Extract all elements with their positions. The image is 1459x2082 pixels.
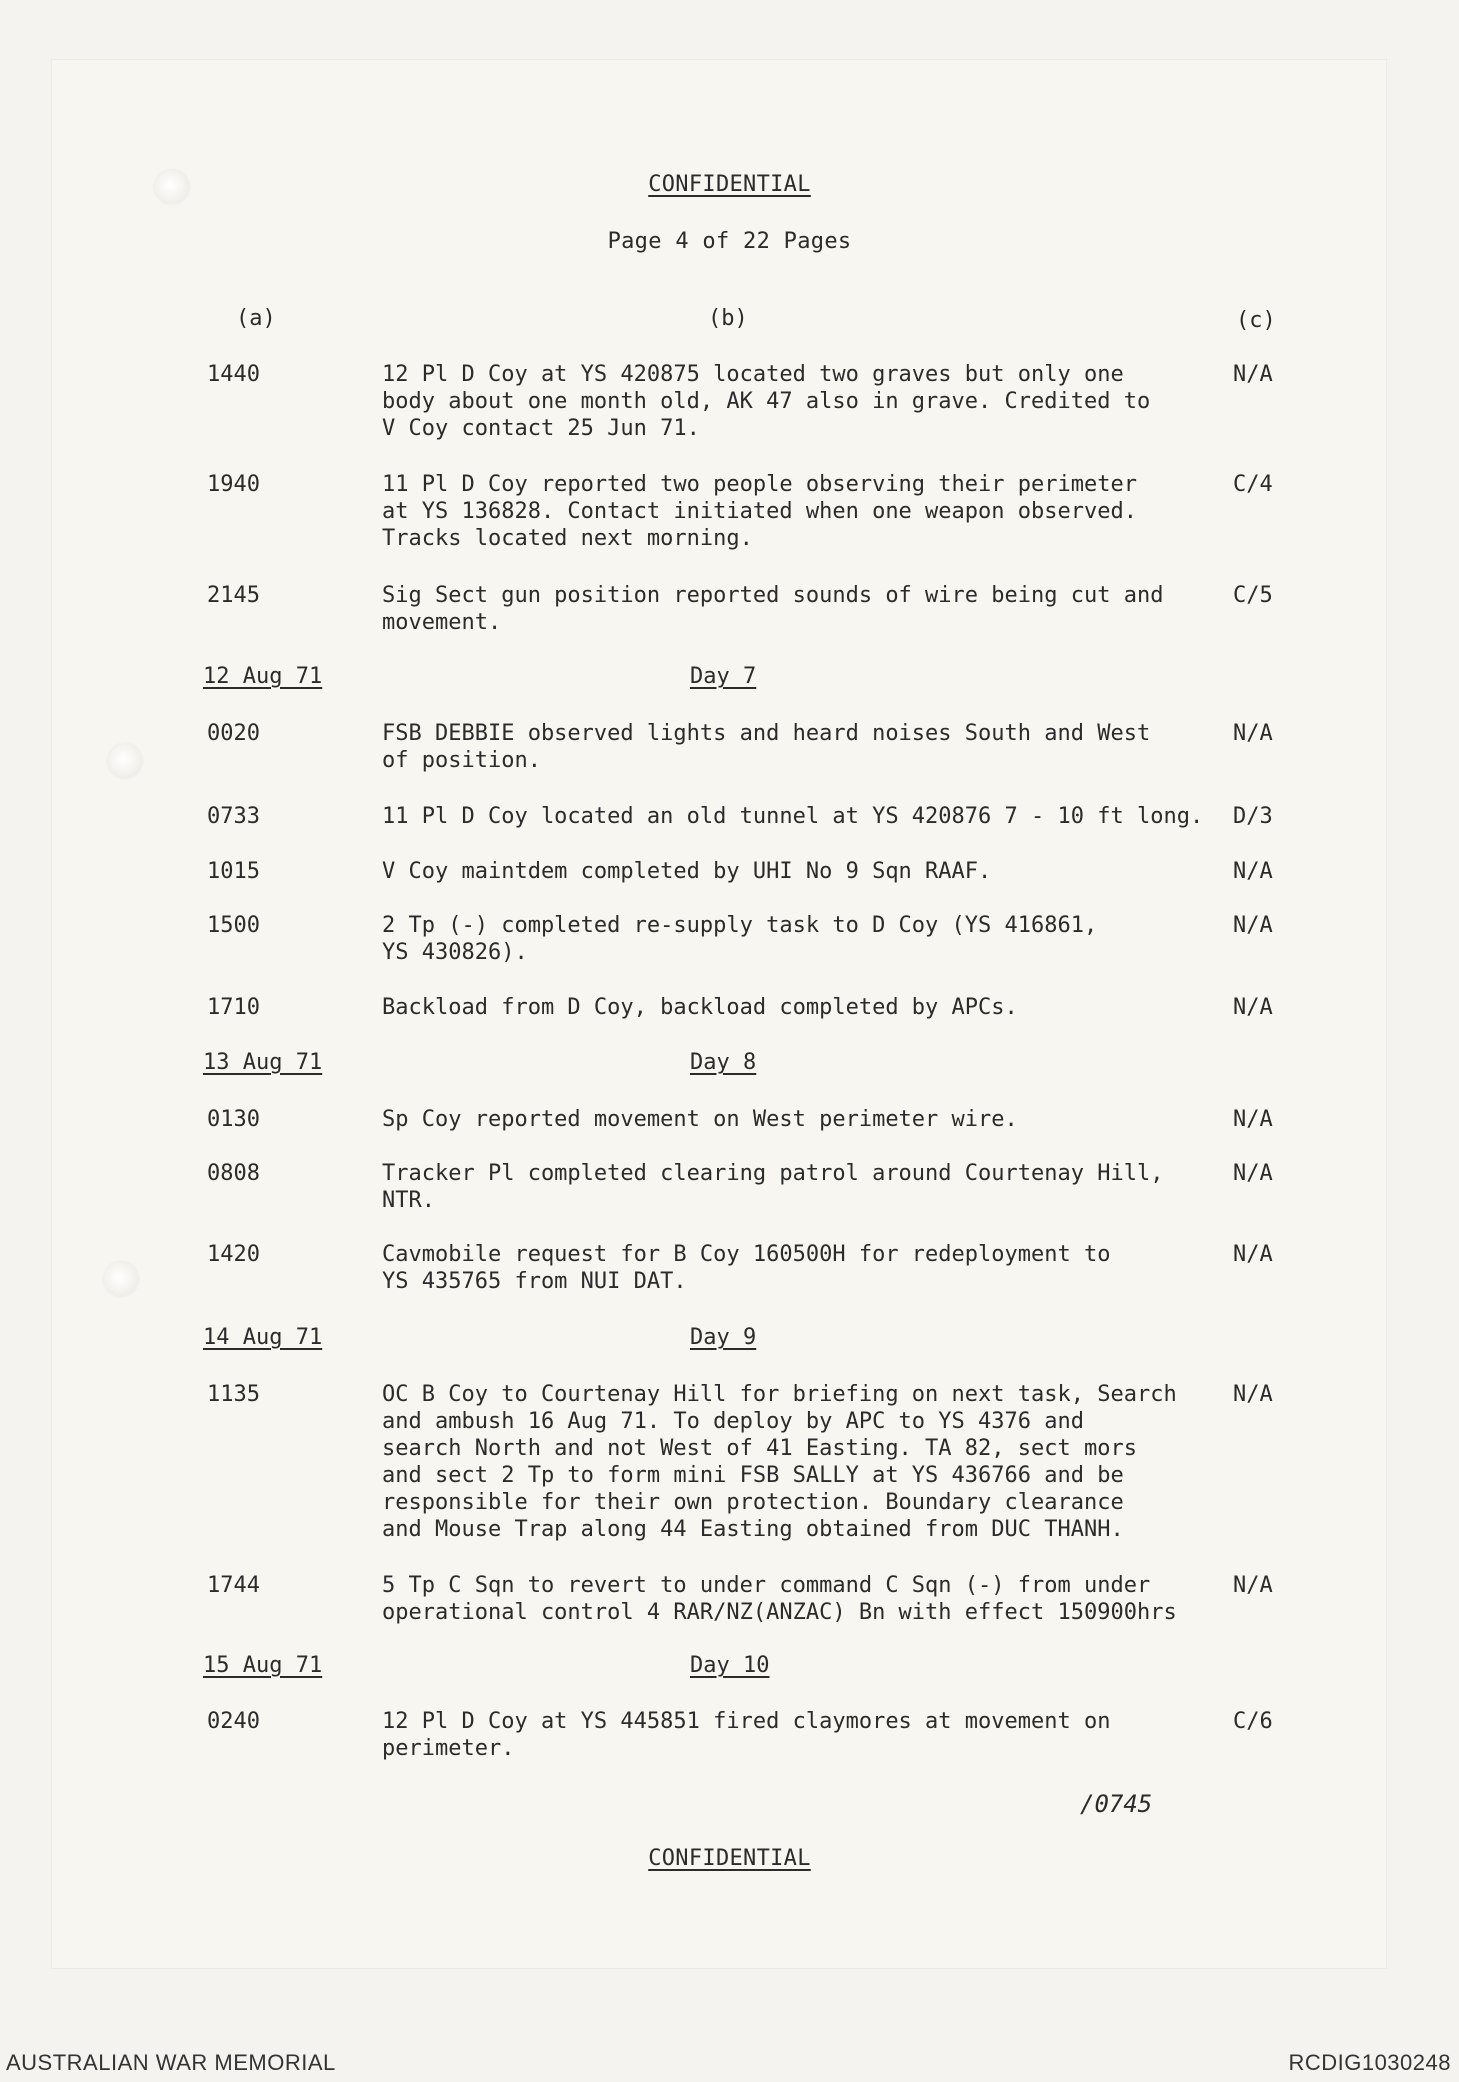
entry-time: 0240 bbox=[207, 1709, 260, 1734]
entry-time: 1710 bbox=[207, 995, 260, 1020]
column-header-b: (b) bbox=[708, 306, 748, 331]
day-date: 12 Aug 71 bbox=[203, 664, 323, 689]
entry-ref: N/A bbox=[1233, 1242, 1273, 1267]
entry-ref: N/A bbox=[1233, 913, 1273, 938]
entry-text bbox=[382, 858, 1212, 885]
entry-text bbox=[382, 361, 1212, 442]
entry-text bbox=[382, 1160, 1212, 1214]
entry-line: 11 Pl D Coy reported two people observing their perimeter bbox=[382, 472, 1137, 497]
entry-line: 5 Tp C Sqn to revert to under command C Sqn (-) from under bbox=[382, 1573, 1151, 1598]
entry-ref: C/4 bbox=[1233, 472, 1273, 497]
entry-ref: C/6 bbox=[1233, 1709, 1273, 1734]
entry-time: 1744 bbox=[207, 1573, 260, 1598]
entry-line: of position. bbox=[382, 748, 541, 773]
entry-time: 1420 bbox=[207, 1242, 260, 1267]
entry-line: 2 Tp (-) completed re-supply task to D Coy (YS 416861, bbox=[382, 913, 1098, 938]
punch-hole bbox=[108, 744, 142, 778]
entry-text bbox=[382, 912, 1212, 966]
entry-line: YS 435765 from NUI DAT. bbox=[382, 1269, 687, 1294]
day-date: 14 Aug 71 bbox=[203, 1325, 323, 1350]
entry-ref: C/5 bbox=[1233, 583, 1273, 608]
entry-text bbox=[382, 720, 1212, 774]
column-header-a: (a) bbox=[236, 306, 276, 331]
entry-line: Tracker Pl completed clearing patrol around Courtenay Hill, bbox=[382, 1161, 1164, 1186]
entry-line: 11 Pl D Coy located an old tunnel at YS 420876 7 - 10 ft long. bbox=[382, 804, 1204, 829]
column-header-c: (c) bbox=[1236, 308, 1276, 333]
entry-ref: N/A bbox=[1233, 859, 1273, 884]
entry-line: Sp Coy reported movement on West perimeter wire. bbox=[382, 1107, 1018, 1132]
classification-header: CONFIDENTIAL bbox=[648, 172, 811, 197]
entry-text bbox=[382, 582, 1212, 636]
entry-line: 12 Pl D Coy at YS 445851 fired claymores at movement on bbox=[382, 1709, 1111, 1734]
entry-time: 1135 bbox=[207, 1382, 260, 1407]
entry-line: 12 Pl D Coy at YS 420875 located two graves but only one bbox=[382, 362, 1124, 387]
entry-line: at YS 136828. Contact initiated when one weapon observed. bbox=[382, 499, 1137, 524]
entry-line: search North and not West of 41 Easting. TA 82, sect mors bbox=[382, 1436, 1137, 1461]
entry-time: 0733 bbox=[207, 804, 260, 829]
entry-line: Tracks located next morning. bbox=[382, 526, 753, 551]
punch-hole bbox=[104, 1262, 138, 1296]
entry-ref: N/A bbox=[1233, 721, 1273, 746]
entry-line: body about one month old, AK 47 also in grave. Credited to bbox=[382, 389, 1151, 414]
day-number: Day 10 bbox=[690, 1653, 770, 1678]
entry-line: responsible for their own protection. Boundary clearance bbox=[382, 1490, 1124, 1515]
day-number: Day 8 bbox=[690, 1050, 757, 1075]
day-number: Day 9 bbox=[690, 1325, 757, 1350]
entry-line: Sig Sect gun position reported sounds of wire being cut and bbox=[382, 583, 1164, 608]
entry-line: FSB DEBBIE observed lights and heard noises South and West bbox=[382, 721, 1151, 746]
entry-line: and sect 2 Tp to form mini FSB SALLY at YS 436766 and be bbox=[382, 1463, 1124, 1488]
day-number: Day 7 bbox=[690, 664, 757, 689]
archive-id: RCDIG1030248 bbox=[1288, 2050, 1451, 2075]
entry-line: and ambush 16 Aug 71. To deploy by APC to YS 4376 and bbox=[382, 1409, 1084, 1434]
entry-line: OC B Coy to Courtenay Hill for briefing on next task, Search bbox=[382, 1382, 1177, 1407]
entry-time: 0130 bbox=[207, 1107, 260, 1132]
entry-line: V Coy maintdem completed by UHI No 9 Sqn RAAF. bbox=[382, 859, 992, 884]
entry-ref: N/A bbox=[1233, 1382, 1273, 1407]
entry-line: V Coy contact 25 Jun 71. bbox=[382, 416, 700, 441]
entry-text bbox=[382, 1241, 1212, 1295]
entry-text bbox=[382, 471, 1212, 552]
entry-text bbox=[382, 1106, 1212, 1133]
entry-time: 1500 bbox=[207, 913, 260, 938]
day-date: 15 Aug 71 bbox=[203, 1653, 323, 1678]
entry-line: perimeter. bbox=[382, 1736, 515, 1761]
entry-time: 1440 bbox=[207, 362, 260, 387]
archive-name: AUSTRALIAN WAR MEMORIAL bbox=[6, 2050, 336, 2075]
entry-time: 1940 bbox=[207, 472, 260, 497]
entry-ref: N/A bbox=[1233, 1107, 1273, 1132]
entry-line: movement. bbox=[382, 610, 502, 635]
entry-time: 0808 bbox=[207, 1161, 260, 1186]
entry-line: Backload from D Coy, backload completed by APCs. bbox=[382, 995, 1018, 1020]
entry-ref: N/A bbox=[1233, 1161, 1273, 1186]
entry-text bbox=[382, 1572, 1212, 1626]
entry-text bbox=[382, 803, 1212, 830]
continuation-mark: /0745 bbox=[1080, 1790, 1153, 1818]
entry-time: 1015 bbox=[207, 859, 260, 884]
entry-ref: N/A bbox=[1233, 995, 1273, 1020]
entry-time: 0020 bbox=[207, 721, 260, 746]
entry-line: Cavmobile request for B Coy 160500H for redeployment to bbox=[382, 1242, 1111, 1267]
page-label: Page 4 of 22 Pages bbox=[607, 229, 852, 254]
entry-text bbox=[382, 1381, 1212, 1543]
entry-ref: N/A bbox=[1233, 362, 1273, 387]
classification-footer: CONFIDENTIAL bbox=[648, 1846, 811, 1871]
entry-ref: D/3 bbox=[1233, 804, 1273, 829]
entry-line: NTR. bbox=[382, 1188, 435, 1213]
entry-line: operational control 4 RAR/NZ(ANZAC) Bn with effect 150900hrs bbox=[382, 1600, 1177, 1625]
entry-text bbox=[382, 994, 1212, 1021]
entry-text bbox=[382, 1708, 1212, 1762]
entry-line: YS 430826). bbox=[382, 940, 528, 965]
entry-time: 2145 bbox=[207, 583, 260, 608]
entry-line: and Mouse Trap along 44 Easting obtained from DUC THANH. bbox=[382, 1517, 1124, 1542]
day-date: 13 Aug 71 bbox=[203, 1050, 323, 1075]
entry-ref: N/A bbox=[1233, 1573, 1273, 1598]
